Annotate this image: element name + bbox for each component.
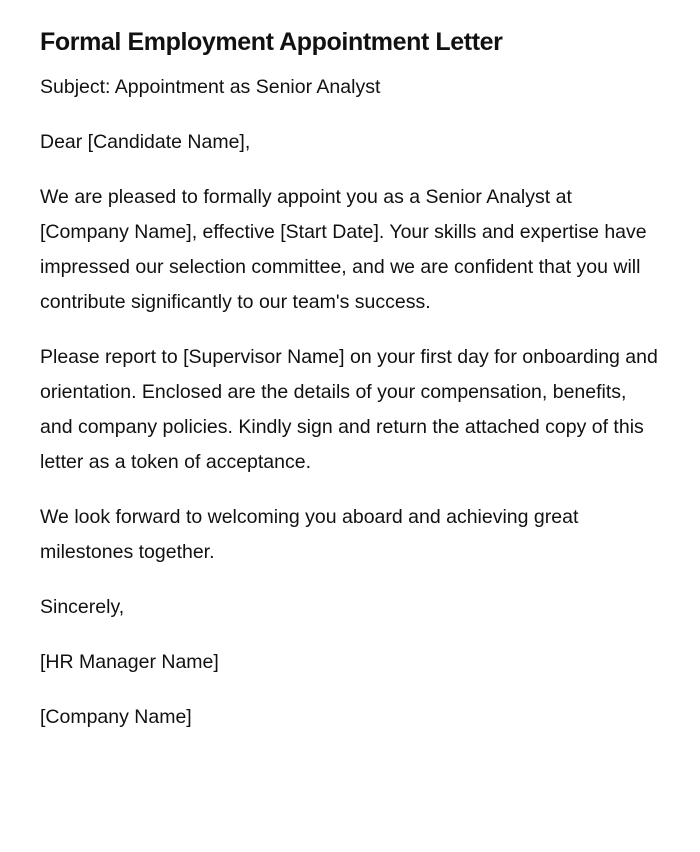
signer-name: [HR Manager Name] xyxy=(40,651,219,673)
closing: Sincerely, xyxy=(40,596,125,618)
company-name: [Company Name] xyxy=(40,706,192,728)
page-title: Formal Employment Appointment Letter xyxy=(40,28,503,56)
subject-line: Subject: Appointment as Senior Analyst xyxy=(40,76,381,98)
greeting: Dear [Candidate Name], xyxy=(40,131,251,153)
body-paragraph: Please report to [Supervisor Name] on your first day for onboarding and orientation. Enclosed are the details of your compensation, benefits, and company policies. Kindly sign and return the attached copy of this letter as a token of acceptance. xyxy=(40,346,658,473)
body-paragraph: We look forward to welcoming you aboard and achieving great milestones together. xyxy=(40,506,579,563)
body-paragraph: We are pleased to formally appoint you as a Senior Analyst at [Company Name], effective [Start Date]. Your skills and expertise have impressed our selection committee, and we are confident that you will contribute significantly to our team's success. xyxy=(40,186,647,313)
